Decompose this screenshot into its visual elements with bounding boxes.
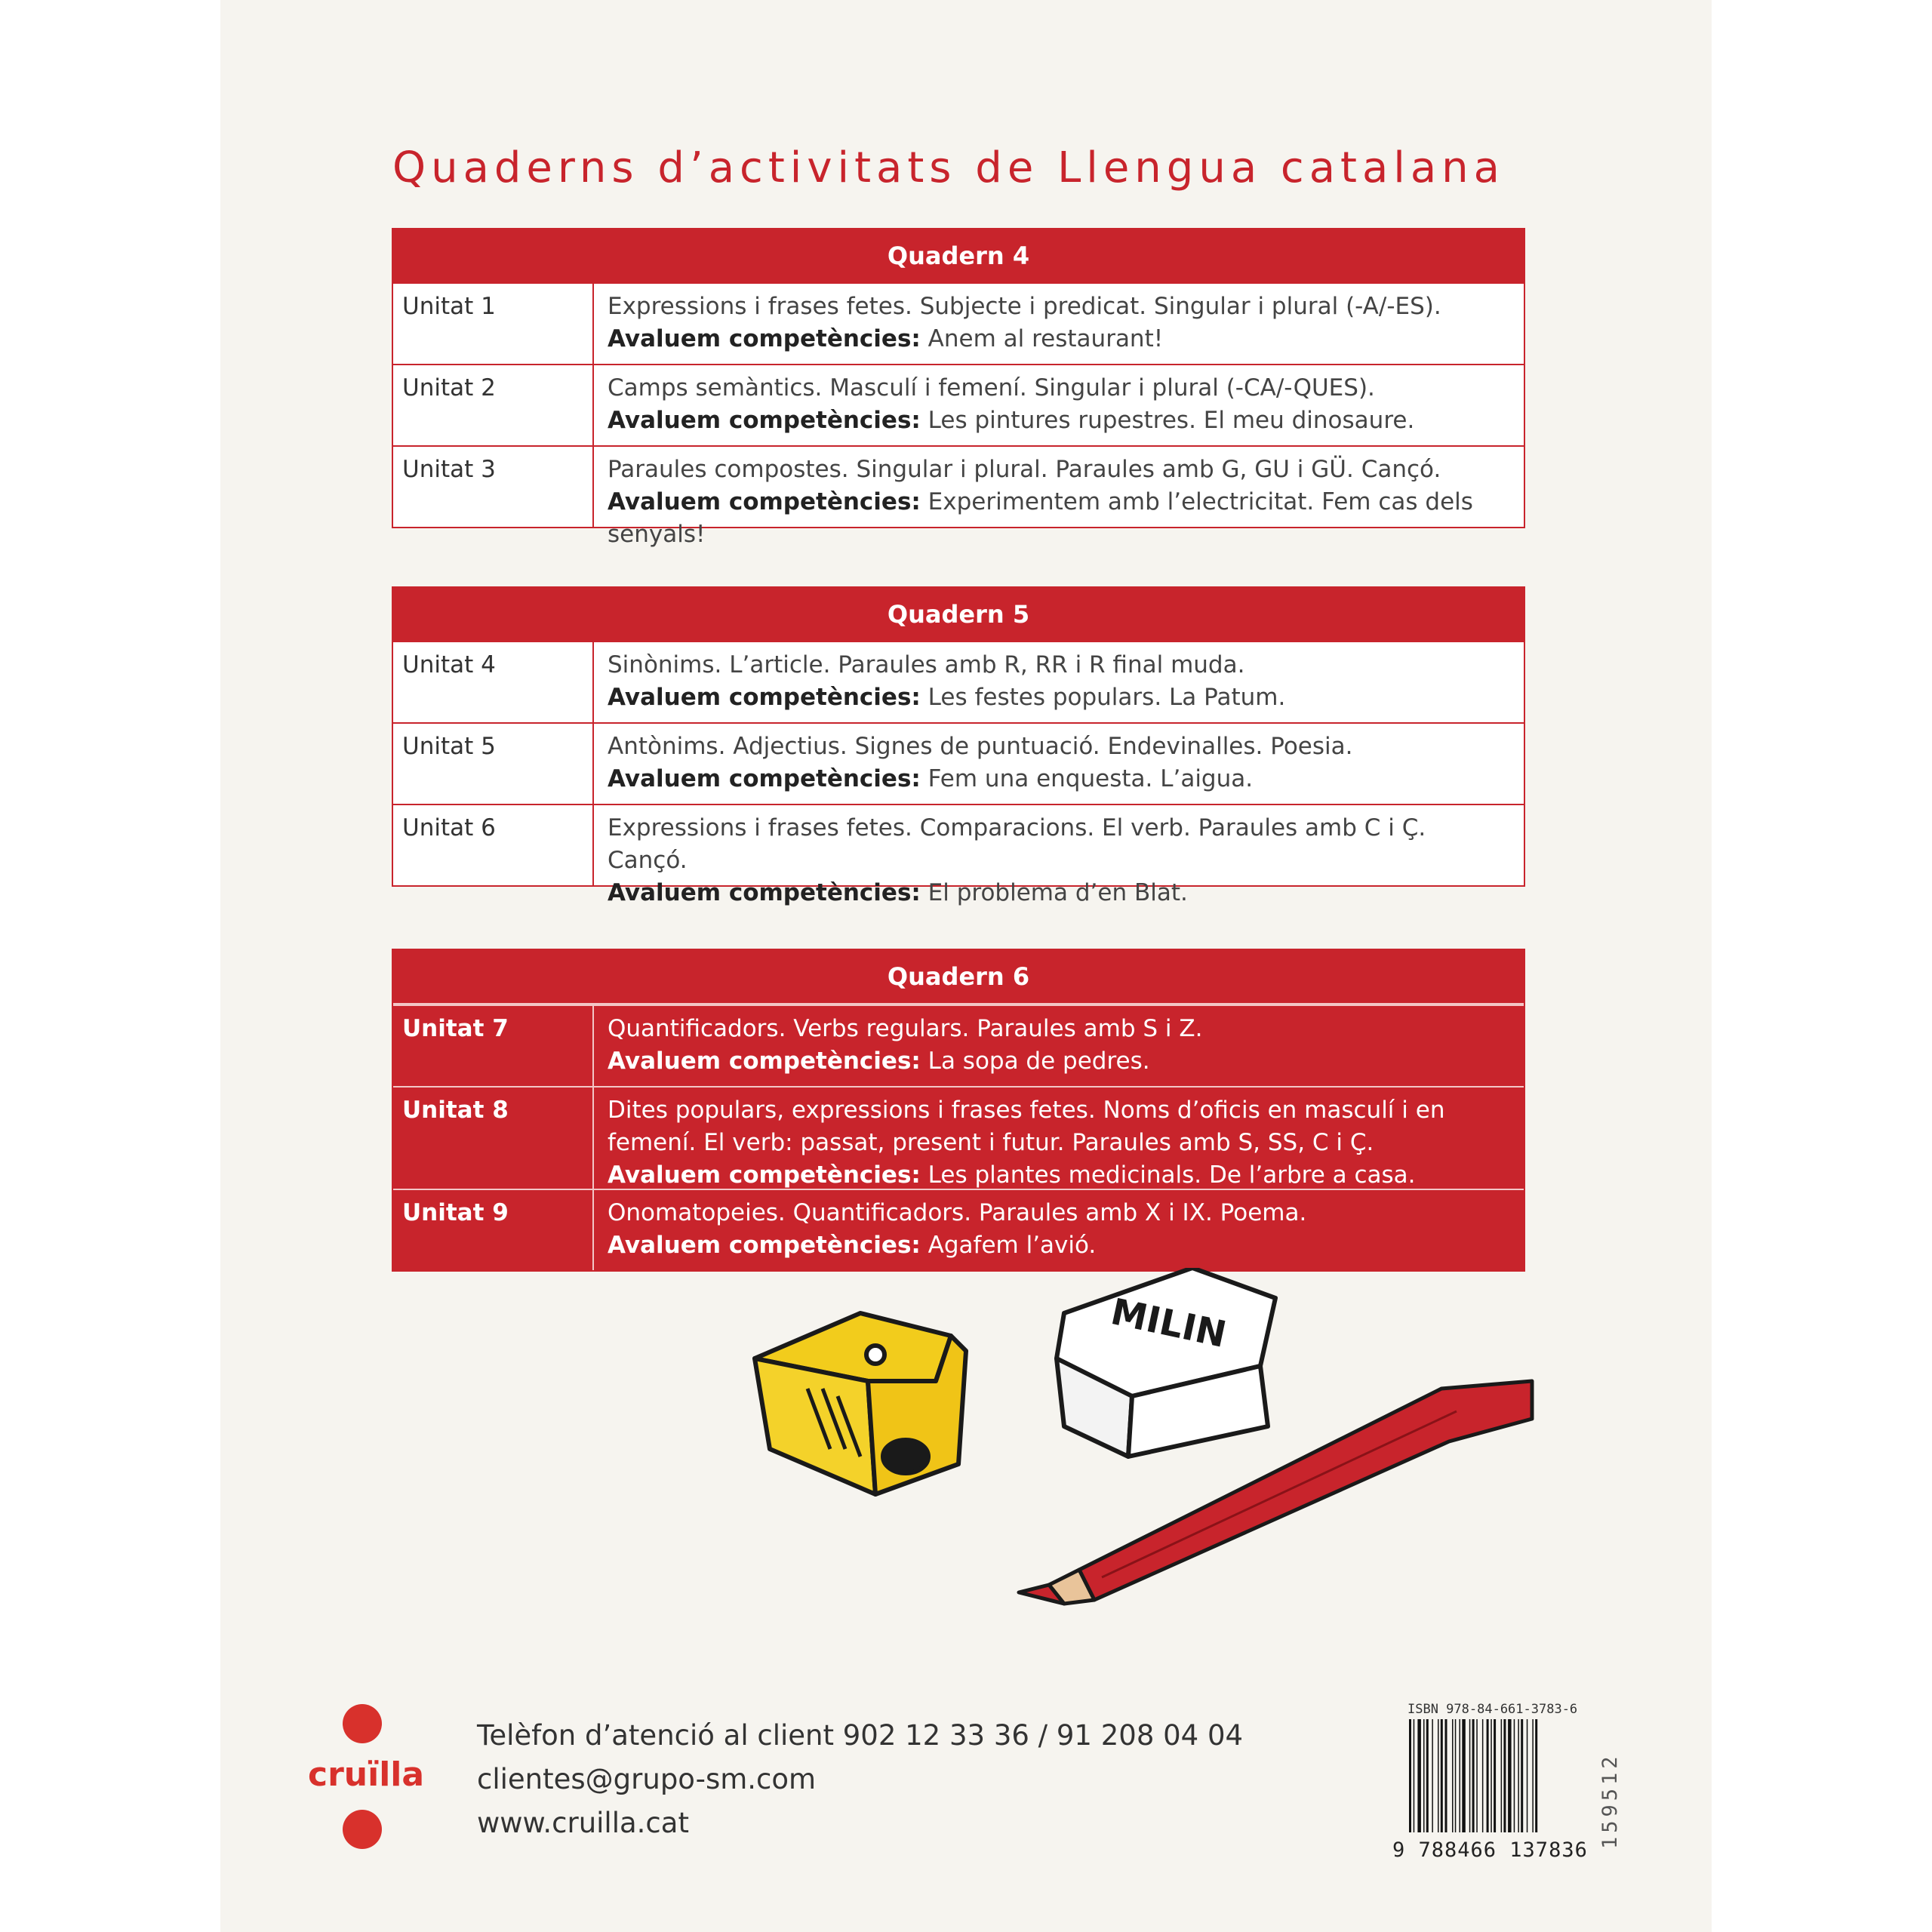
- quadern-header: Quadern 4: [393, 229, 1524, 282]
- publisher-logo: [302, 1698, 423, 1857]
- unit-label: Unitat 4: [393, 642, 594, 722]
- table-row: [393, 1189, 1524, 1270]
- table-row: [393, 282, 1524, 364]
- barcode-bar: [1501, 1719, 1503, 1832]
- barcode-bar: [1438, 1719, 1439, 1832]
- unit-label: Unitat 9: [393, 1190, 594, 1270]
- unit-label: Unitat 8: [393, 1088, 594, 1189]
- logo-dot: [343, 1704, 382, 1743]
- barcode-bar: [1487, 1719, 1489, 1832]
- barcode-bar: [1521, 1719, 1523, 1832]
- barcode-bar: [1414, 1719, 1415, 1832]
- barcode-bar: [1469, 1719, 1471, 1832]
- unit-label: Unitat 6: [393, 805, 594, 885]
- table-row: [393, 1086, 1524, 1189]
- quadern-table: [392, 586, 1525, 906]
- unit-description: Camps semàntics. Masculí i femení. Singular i plural (-CA/-QUES). Avaluem competències: Les pintures rupestres. El meu dinosaure.: [608, 374, 1415, 434]
- unit-label: Unitat 7: [393, 1006, 594, 1086]
- quadern-table: [392, 949, 1525, 1272]
- sharpener-icon: [755, 1313, 966, 1494]
- barcode-number: 9 788466 137836: [1392, 1838, 1588, 1862]
- isbn-label: ISBN 978-84-661-3783-6: [1407, 1702, 1578, 1717]
- side-code-text: 159512: [1598, 1752, 1622, 1849]
- unit-label: Unitat 5: [393, 724, 594, 804]
- barcode: [1407, 1719, 1583, 1840]
- table-row: [393, 722, 1524, 804]
- unit-description: Onomatopeies. Quantificadors. Paraules amb X i IX. Poema. Avaluem competències: Agafem l’avió.: [608, 1199, 1307, 1259]
- barcode-bar: [1532, 1719, 1534, 1832]
- unit-description: Quantificadors. Verbs regulars. Paraules amb S i Z. Avaluem competències: La sopa de pedres.: [608, 1015, 1203, 1075]
- table-row: [393, 1004, 1524, 1086]
- barcode-bar: [1508, 1719, 1512, 1832]
- barcode-bar: [1476, 1719, 1478, 1832]
- unit-description: Antònims. Adjectius. Signes de puntuació. Endevinalles. Poesia. Avaluem competències: Fem una enquesta. L’aigua.: [608, 733, 1353, 792]
- phone-line: Telèfon d’atenció al client 902 12 33 36 / 91 208 04 04: [477, 1719, 1244, 1752]
- eraser-icon: [1057, 1268, 1275, 1457]
- barcode-bar: [1445, 1719, 1447, 1832]
- page-title: Quaderns d’activitats de Llengua catalana: [392, 143, 1505, 192]
- barcode-bar: [1452, 1719, 1454, 1832]
- side-code: [1598, 1706, 1629, 1857]
- eraser-label: MILIN: [1107, 1291, 1230, 1356]
- barcode-bar: [1494, 1719, 1496, 1832]
- table-row: [393, 804, 1524, 906]
- unit-label: Unitat 1: [393, 284, 594, 364]
- email-line: clientes@grupo-sm.com: [477, 1763, 817, 1795]
- barcode-bar: [1441, 1719, 1443, 1832]
- table-row: [393, 641, 1524, 722]
- barcode-bar: [1460, 1719, 1461, 1832]
- brand-name: cruïlla: [308, 1755, 425, 1794]
- barcode-bar: [1482, 1719, 1484, 1832]
- barcode-bar: [1491, 1719, 1492, 1832]
- quadern-table: [392, 228, 1525, 548]
- unit-description: Sinònims. L’article. Paraules amb R, RR i R final muda. Avaluem competències: Les festes populars. La Patum.: [608, 651, 1286, 711]
- quadern-header: Quadern 5: [393, 588, 1524, 641]
- barcode-bar: [1503, 1719, 1506, 1832]
- barcode-bar: [1409, 1719, 1411, 1832]
- barcode-bar: [1432, 1719, 1433, 1832]
- unit-description: Expressions i frases fetes. Subjecte i predicat. Singular i plural (-A/-ES). Avaluem competències: Anem al restaurant!: [608, 293, 1441, 352]
- table-row: [393, 445, 1524, 548]
- stationery-illustration: [747, 1268, 1547, 1607]
- barcode-bar: [1423, 1719, 1425, 1832]
- quadern-header: Quadern 6: [393, 950, 1524, 1004]
- table-row: [393, 364, 1524, 445]
- barcode-bar: [1417, 1719, 1421, 1832]
- barcode-bar: [1462, 1719, 1466, 1832]
- barcode-bar: [1535, 1719, 1537, 1832]
- unit-label: Unitat 3: [393, 447, 594, 527]
- logo-dot: [343, 1810, 382, 1849]
- unit-description: Expressions i frases fetes. Comparacions. El verb. Paraules amb C i Ç. Cançó. Avaluem competències: El problema d’en Blat.: [608, 814, 1434, 906]
- unit-description: Paraules compostes. Singular i plural. Paraules amb G, GU i GÜ. Cançó. Avaluem competències: Experimentem amb l’electricitat. Fem cas dels senyals!: [608, 456, 1481, 548]
- web-line: www.cruilla.cat: [477, 1807, 689, 1839]
- barcode-bar: [1426, 1719, 1429, 1832]
- barcode-bar: [1455, 1719, 1457, 1832]
- barcode-bar: [1514, 1719, 1515, 1832]
- barcode-bar: [1527, 1719, 1528, 1832]
- barcode-bar: [1472, 1719, 1475, 1832]
- unit-label: Unitat 2: [393, 365, 594, 445]
- unit-description: Dites populars, expressions i frases fetes. Noms d’oficis en masculí i en femení. El verb: passat, present i futur. Paraules amb S, SS, C i Ç. Avaluem competències: Les plantes medicinals. De l’arbre a casa.: [608, 1097, 1453, 1189]
- barcode-bar: [1518, 1719, 1519, 1832]
